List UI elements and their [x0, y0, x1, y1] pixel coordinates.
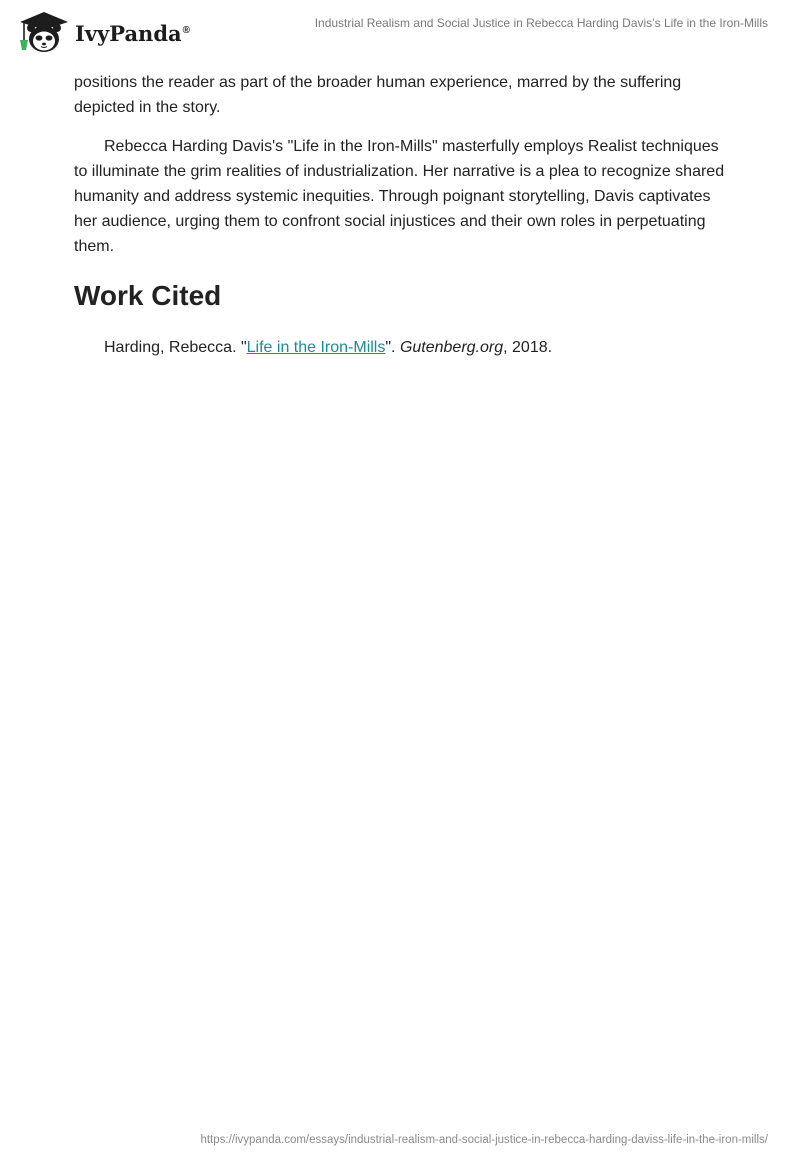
panda-graduation-cap-icon [14, 8, 72, 56]
citation-link[interactable]: Life in the Iron-Mills [246, 339, 386, 356]
document-title: Industrial Realism and Social Justice in Rebecca Harding Davis’s Life in the Iron-Mills [314, 16, 768, 30]
page-header [0, 0, 800, 60]
citation-year: , 2018. [503, 339, 553, 356]
logo-name: IvyPanda [75, 20, 182, 46]
citation-after-link: ". [385, 339, 400, 356]
citation-author: Harding, Rebecca. " [104, 339, 247, 356]
essay-body [74, 70, 734, 360]
ivypanda-logo[interactable] [14, 8, 190, 56]
works-cited-heading: Work Cited [74, 280, 222, 311]
logo-text [75, 21, 190, 46]
footer-url[interactable]: https://ivypanda.com/essays/industrial-realism-and-social-justice-in-rebecca-harding-daviss-life-in-the-iron-mills/ [200, 1134, 768, 1146]
registered-mark: ® [182, 24, 190, 36]
citation-entry [74, 335, 734, 360]
paragraph-conclusion: Rebecca Harding Davis's "Life in the Iron-Mills" masterfully employs Realist techniques to illuminate the grim realities of industrialization. Her narrative is a plea to recognize shared humanity and address systemic inequities. Through poignant storytelling, Davis captivates her audience, urging them to confront social injustices and their own roles in perpetuating them. [74, 138, 725, 255]
citation-source: Gutenberg.org [399, 339, 504, 356]
paragraph-continuation: positions the reader as part of the broader human experience, marred by the suffering depicted in the story. [74, 74, 682, 116]
